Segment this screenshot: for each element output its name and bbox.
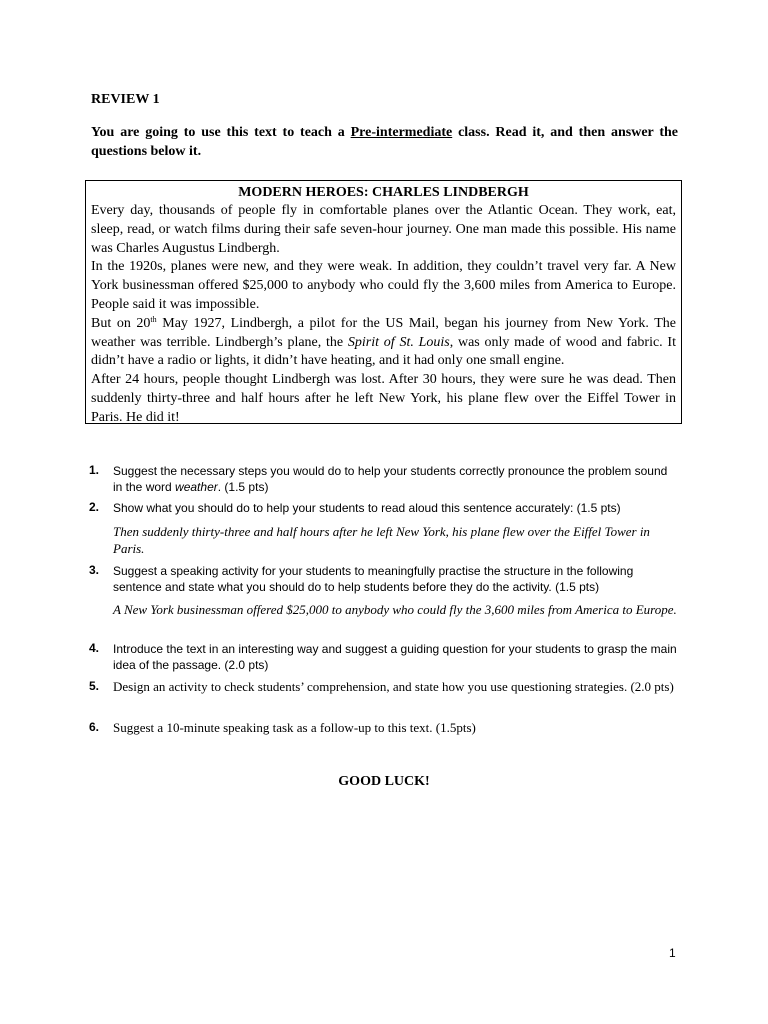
- instruction-text-before: You are going to use this text to teach a: [91, 125, 351, 140]
- passage-paragraph-2: In the 1920s, planes were new, and they were weak. In addition, they couldn’t travel very far. A New York businessman offered $25,000 to anybody who could fly the 3,600 miles from America to Europe. People said it was impossible.: [91, 259, 676, 312]
- p3-text-mid: May 1927, Lindbergh, a pilot for the US Mail, began his journey from New York. The weather was terrible. Lindbergh’s plane, the: [91, 315, 677, 350]
- question-number: 3.: [89, 563, 100, 577]
- ordinal-superscript: th: [150, 314, 157, 324]
- passage-paragraph-4: After 24 hours, people thought Lindbergh was lost. After 30 hours, they were sure he was dead. Then suddenly thirty-three and half hours after he left New York, his plane flew over the Eiffel Tower in Paris. He did it!: [91, 372, 676, 425]
- q1-text-after: . (1.5 pts): [217, 480, 269, 494]
- question-text: Introduce the text in an interesting way and suggest a guiding question for your students to grasp the main idea of the passage. (2.0 pts): [113, 642, 677, 672]
- instruction-text-after: class. Read it, and then answer the questions below it.: [91, 125, 678, 159]
- reading-passage-box: [85, 180, 682, 424]
- review-title: REVIEW 1: [91, 92, 160, 107]
- p3-text-before: But on 20: [91, 315, 151, 331]
- good-luck-text: GOOD LUCK!: [338, 774, 430, 789]
- question-number: 6.: [89, 720, 100, 734]
- instructions: [91, 123, 678, 161]
- q1-italic-word: weather: [175, 480, 218, 494]
- question-text: Show what you should do to help your students to read aloud this sentence accurately: (1.5 pts): [113, 501, 621, 515]
- question-quote: A New York businessman offered $25,000 to anybody who could fly the 3,600 miles from America to Europe.: [113, 602, 677, 617]
- question-number: 1.: [89, 463, 100, 477]
- question-number: 5.: [89, 679, 100, 693]
- instruction-level: Pre-intermediate: [350, 125, 453, 140]
- question-number: 2.: [89, 500, 100, 514]
- p3-text-after: , was only made of wood and fabric. It didn’t have a radio or lights, it didn’t have heating, and it had only one small engine.: [91, 334, 676, 369]
- passage-paragraph-3: [91, 315, 676, 371]
- passage-title: MODERN HEROES: CHARLES LINDBERGH: [238, 185, 529, 200]
- passage-paragraph-1: Every day, thousands of people fly in comfortable planes over the Atlantic Ocean. They work, eat, sleep, read, or watch films during their safe seven-hour journey. One man made this possible. His name was Charles Augustus Lindbergh.: [91, 203, 676, 256]
- question-quote: Then suddenly thirty-three and half hours after he left New York, his plane flew over the Eiffel Tower in Paris.: [113, 524, 650, 556]
- question-text: Design an activity to check students’ comprehension, and state how you use questioning strategies. (2.0 pts): [113, 679, 674, 694]
- page-number: 1: [669, 946, 676, 960]
- question-text: Suggest a speaking activity for your students to meaningfully practise the structure in the following sentence and state what you should do to help students before they do the activity. (1.5 pts): [113, 564, 634, 594]
- question-text: [113, 463, 679, 495]
- q1-text-before: Suggest the necessary steps you would do to help your students correctly pronounce the problem sound in the word: [113, 464, 668, 494]
- question-number: 4.: [89, 641, 100, 655]
- question-text: Suggest a 10-minute speaking task as a follow-up to this text. (1.5pts): [113, 720, 476, 735]
- plane-name: Spirit of St. Louis: [347, 334, 450, 350]
